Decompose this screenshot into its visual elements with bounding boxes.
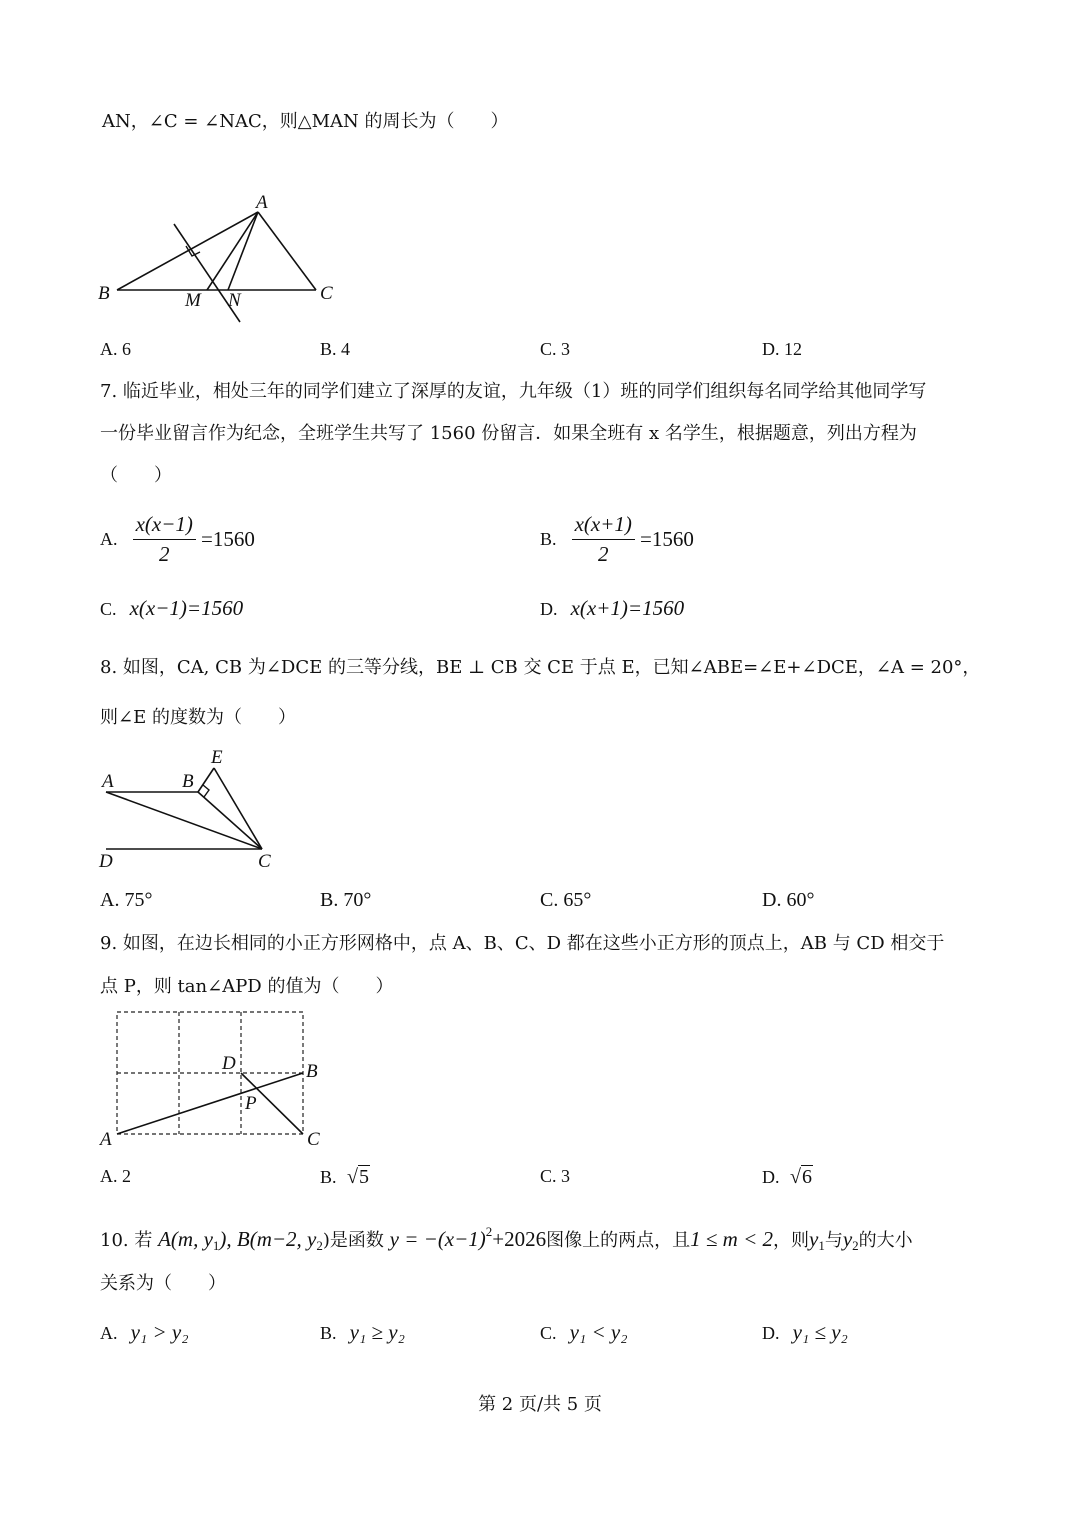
q9-option-b[interactable] <box>320 1166 370 1189</box>
q9-label-D: D <box>222 1053 236 1074</box>
q6-label-B: B <box>98 283 110 304</box>
q7-option-a-label: A. <box>100 529 118 549</box>
q10-option-b-expr: y₁ ≥ y₂ <box>349 1320 405 1344</box>
q9-stem-line1: 9. 如图，在边长相同的小正方形网格中，点 A、B、C、D 都在这些小正方形的顶点上，AB 与 CD 相交于 <box>100 933 945 954</box>
q9-option-b-label: B. <box>320 1167 337 1187</box>
q8-stem-line2: 则∠E 的度数为（ ） <box>100 707 296 728</box>
q9-dashed-grid <box>117 1012 303 1134</box>
q6-option-d[interactable]: D. 12 <box>762 339 802 359</box>
q7-stem-line2: 一份毕业留言作为纪念，全班学生共写了 1560 份留言．如果全班有 x 名学生，根据题意，列出方程为 <box>100 423 917 444</box>
q8-label-C: C <box>258 851 271 872</box>
q10-option-b[interactable] <box>320 1320 405 1345</box>
q6-option-a[interactable]: A. 6 <box>100 339 131 359</box>
q7-option-d-label: D. <box>540 599 558 619</box>
q10-option-a[interactable] <box>100 1320 189 1345</box>
q6-label-A: A <box>256 192 268 213</box>
q9-line-AB <box>117 1073 303 1134</box>
q10-option-a-expr: y₁ > y₂ <box>130 1320 189 1344</box>
q7-stem-line3: （ ） <box>100 465 172 486</box>
q10-option-d-expr: y₁ ≤ y₂ <box>792 1320 848 1344</box>
q8-option-d[interactable]: D. 60° <box>762 889 815 911</box>
q8-option-a[interactable]: A. 75° <box>100 889 153 911</box>
q9-option-d[interactable] <box>762 1166 813 1189</box>
q6-stem-tail: AN，∠C = ∠NAC，则△MAN 的周长为（ ） <box>102 111 509 132</box>
q10-option-b-label: B. <box>320 1323 337 1343</box>
q9-option-d-label: D. <box>762 1167 780 1187</box>
q10-option-c-expr: y₁ < y₂ <box>569 1320 628 1344</box>
q6-option-b[interactable]: B. 4 <box>320 339 351 359</box>
q9-option-b-radical: √5 <box>347 1166 369 1188</box>
q9-option-a[interactable]: A. 2 <box>100 1166 131 1186</box>
q8-label-A: A <box>102 771 114 792</box>
q8-option-b[interactable]: B. 70° <box>320 889 372 911</box>
q8-option-c[interactable]: C. 65° <box>540 889 592 911</box>
q10-option-a-label: A. <box>100 1323 118 1343</box>
q10-option-d[interactable] <box>762 1320 848 1345</box>
q9-label-P: P <box>245 1093 257 1114</box>
q10-option-d-label: D. <box>762 1323 780 1343</box>
q10-option-c-label: C. <box>540 1323 557 1343</box>
q9-option-d-radical: √6 <box>790 1166 812 1188</box>
q6-option-c[interactable]: C. 3 <box>540 339 571 359</box>
q7-option-d-expr: x(x+1)=1560 <box>570 596 685 620</box>
q7-stem-line1: 7. 临近毕业，相处三年的同学们建立了深厚的友谊，九年级（1）班的同学们组织每名同学给其他同学写 <box>100 381 927 402</box>
q9-label-A: A <box>100 1129 112 1150</box>
q6-label-C: C <box>320 283 333 304</box>
q7-option-c-expr: x(x−1)=1560 <box>129 596 244 620</box>
q7-option-a-rhs: =1560 <box>201 527 255 551</box>
q9-stem-line2: 点 P，则 tan∠APD 的值为（ ） <box>100 976 394 997</box>
q9-label-B: B <box>306 1061 318 1082</box>
q7-option-c-label: C. <box>100 599 117 619</box>
q8-label-B: B <box>182 771 194 792</box>
q10-stem-line2: 关系为（ ） <box>100 1273 226 1294</box>
q8-label-E: E <box>211 747 223 768</box>
q7-option-a-fraction: $\frac{x(x-1)}{2}$ <box>133 512 196 567</box>
q6-label-N: N <box>228 290 241 311</box>
q6-label-M: M <box>185 290 201 311</box>
q9-label-C: C <box>307 1129 320 1150</box>
q8-label-D: D <box>99 851 113 872</box>
page-footer: 第 2 页/共 5 页 <box>478 1394 602 1415</box>
q8-stem-line1: 8. 如图，CA, CB 为∠DCE 的三等分线，BE ⊥ CB 交 CE 于点 E，已知∠ABE=∠E+∠DCE，∠A = 20°， <box>100 657 981 678</box>
q7-option-b-fraction: $\frac{x(x+1)}{2}$ <box>572 512 635 567</box>
q7-option-b-rhs: =1560 <box>640 527 694 551</box>
q10-option-c[interactable] <box>540 1320 628 1345</box>
q10-stem-line1: 10. 若 A(m, $y_1$), B(m−2, $y_2$)是函数 $y = -(x-1)^2+2026$图像上的两点，且1 ≤ m < 2，则$y_1$与$y_2$的大小 <box>100 1224 913 1253</box>
q9-option-c[interactable]: C. 3 <box>540 1166 571 1186</box>
q7-option-b-label: B. <box>540 529 557 549</box>
